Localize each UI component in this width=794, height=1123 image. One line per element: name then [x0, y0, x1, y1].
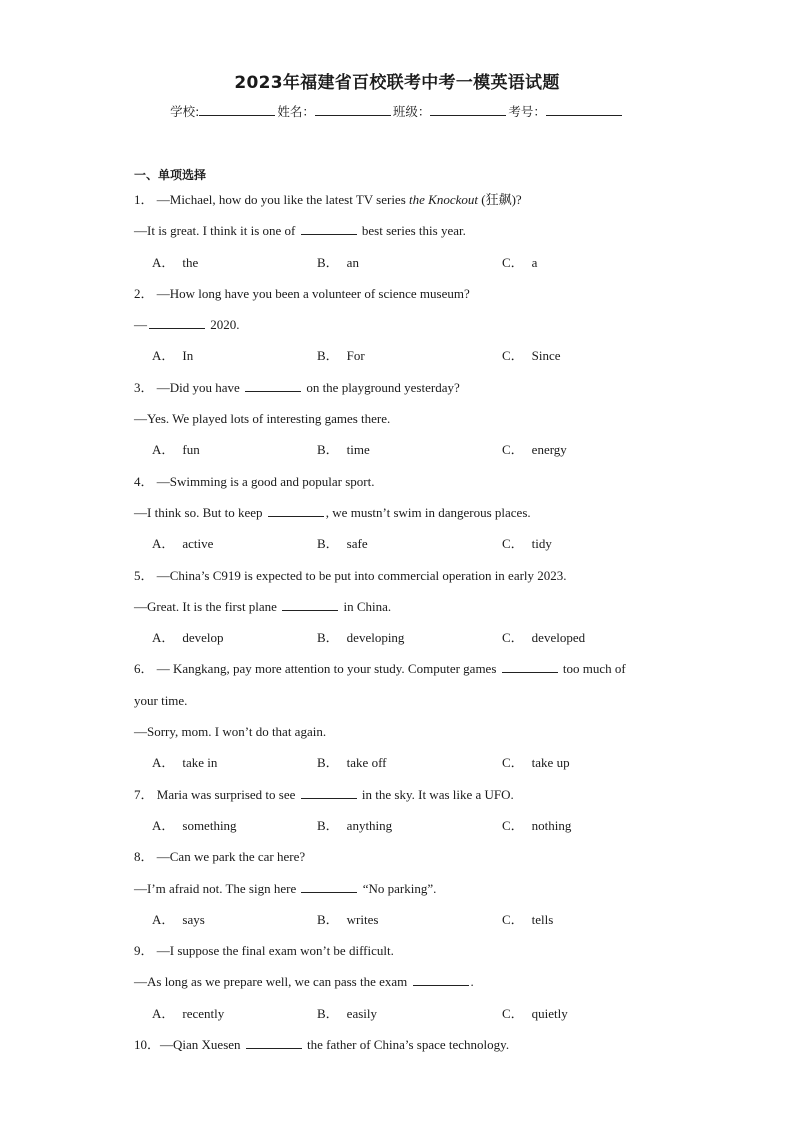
answer-blank: [246, 1037, 302, 1049]
question-number: 9．: [134, 943, 154, 959]
question-stem: [134, 941, 674, 972]
option-c[interactable]: C． take up: [502, 755, 570, 771]
question-stem: [134, 284, 674, 315]
option-a[interactable]: A． fun: [152, 442, 200, 458]
question-number: 1．: [134, 192, 154, 207]
option-row: [134, 753, 674, 784]
name-label: 姓名：: [277, 104, 315, 119]
student-info-row: [0, 102, 794, 120]
question-reply: [134, 972, 674, 1003]
option-row: [134, 346, 674, 377]
question-stem: [134, 566, 674, 597]
option-c[interactable]: C． tidy: [502, 536, 552, 552]
answer-blank: [301, 787, 357, 799]
option-c[interactable]: C． a: [502, 254, 538, 270]
stem-text: —Swimming is a good and popular sport.: [156, 473, 375, 489]
section-heading: 一、单项选择: [134, 168, 207, 182]
option-b[interactable]: B． easily: [317, 1005, 377, 1021]
stem-text: —Did you have: [156, 379, 244, 395]
stem-text: your time.: [134, 692, 188, 708]
stem-text: —China’s C919 is expected to be put into commercial operation in early 2023.: [156, 567, 567, 583]
stem-text: the father of China’s space technology.: [303, 1037, 510, 1053]
question-stem: [134, 847, 674, 878]
stem-text: —Can we park the car here?: [156, 849, 306, 865]
answer-blank: [502, 661, 558, 673]
question-number: 4．: [134, 473, 154, 489]
question-number: 8．: [134, 849, 154, 865]
option-row: [134, 1004, 674, 1035]
reply-text: .: [470, 974, 474, 990]
question-stem: [134, 659, 674, 690]
option-a[interactable]: A． develop: [152, 630, 224, 646]
option-row: [134, 534, 674, 565]
reply-text: best series this year.: [358, 223, 466, 239]
question-reply: [134, 597, 674, 628]
question-stem: [134, 190, 674, 221]
class-label: 班级：: [392, 104, 431, 119]
option-row: [134, 628, 674, 659]
answer-blank: [268, 505, 324, 517]
option-a[interactable]: A． the: [152, 254, 199, 270]
reply-text: —I’m afraid not. The sign here: [134, 880, 300, 896]
option-c[interactable]: C． tells: [502, 911, 554, 927]
answer-blank: [301, 881, 357, 893]
reply-text: “No parking”.: [359, 880, 437, 896]
question-reply: [134, 503, 674, 534]
stem-text: Maria was surprised to see: [156, 786, 299, 802]
reply-text: —Sorry, mom. I won’t do that again.: [134, 724, 327, 740]
page-title: 2023年福建省百校联考中考一模英语试题: [234, 73, 560, 93]
question-number: 6．: [134, 661, 154, 677]
option-c[interactable]: C． quietly: [502, 1005, 568, 1021]
reply-text: —Great. It is the first plane: [134, 598, 281, 614]
question-number: 7．: [134, 786, 154, 802]
answer-blank: [282, 599, 338, 611]
answer-blank: [149, 317, 205, 329]
question-stem: [134, 472, 674, 503]
reply-text: —I think so. But to keep: [134, 504, 266, 520]
reply-text: in China.: [340, 598, 392, 614]
stem-italic-text: the Knockout: [409, 192, 478, 207]
reply-text: 2020.: [207, 317, 240, 333]
answer-blank: [413, 974, 469, 986]
question-stem: [134, 378, 674, 409]
option-b[interactable]: B． time: [317, 442, 370, 458]
question-reply: [134, 221, 674, 252]
option-a[interactable]: A． In: [152, 348, 194, 364]
question-number: 5．: [134, 567, 154, 583]
stem-text: (狂飙)?: [477, 192, 522, 207]
question-reply: [134, 722, 674, 753]
option-b[interactable]: B． anything: [317, 817, 393, 833]
option-row: [134, 440, 674, 471]
answer-blank: [245, 380, 301, 392]
option-b[interactable]: B． developing: [317, 630, 405, 646]
stem-text: —Qian Xuesen: [160, 1037, 244, 1053]
reply-text: , we mustn’t swim in dangerous places.: [325, 504, 531, 520]
option-b[interactable]: B． an: [317, 254, 359, 270]
option-b[interactable]: B． take off: [317, 755, 387, 771]
question-reply: [134, 879, 674, 910]
reply-text: —Yes. We played lots of interesting games there.: [134, 411, 391, 427]
option-a[interactable]: A． active: [152, 536, 214, 552]
exam-number-label: 考号：: [508, 104, 546, 119]
option-a[interactable]: A． something: [152, 817, 237, 833]
question-stem: [134, 785, 674, 816]
exam-number-blank[interactable]: [546, 103, 622, 116]
stem-text: —I suppose the final exam won’t be difficult.: [156, 943, 394, 959]
reply-text: —It is great. I think it is one of: [134, 223, 299, 239]
option-row: [134, 910, 674, 941]
answer-blank: [301, 223, 357, 235]
option-a[interactable]: A． recently: [152, 1005, 225, 1021]
stem-text: — Kangkang, pay more attention to your study. Computer games: [156, 661, 500, 677]
stem-text: on the playground yesterday?: [303, 379, 460, 395]
option-a[interactable]: A． take in: [152, 755, 218, 771]
option-row: [134, 253, 674, 284]
option-b[interactable]: B． safe: [317, 536, 368, 552]
stem-text: —How long have you been a volunteer of science museum?: [156, 285, 470, 301]
stem-text: too much of: [559, 661, 626, 677]
reply-text: —: [134, 317, 147, 333]
option-c[interactable]: C． developed: [502, 630, 586, 646]
question-stem-continued: [134, 691, 674, 722]
reply-text: —As long as we prepare well, we can pass the exam: [134, 974, 411, 990]
question-reply: [134, 315, 674, 346]
question-number: 2．: [134, 285, 154, 301]
option-c[interactable]: C． Since: [502, 348, 561, 364]
option-row: [134, 816, 674, 847]
option-c[interactable]: C． nothing: [502, 817, 572, 833]
class-blank[interactable]: [430, 103, 506, 116]
stem-text: —Michael, how do you like the latest TV series: [156, 192, 410, 207]
question-number: 10．: [134, 1037, 161, 1053]
option-a[interactable]: A． says: [152, 911, 205, 927]
question-list: [134, 190, 674, 1066]
option-c[interactable]: C． energy: [502, 442, 567, 458]
school-label: 学校:: [170, 104, 200, 119]
option-b[interactable]: B． writes: [317, 911, 379, 927]
school-blank[interactable]: [199, 103, 275, 116]
name-blank[interactable]: [315, 103, 391, 116]
question-number: 3．: [134, 379, 154, 395]
question-reply: [134, 409, 674, 440]
stem-text: in the sky. It was like a UFO.: [358, 786, 514, 802]
option-b[interactable]: B． For: [317, 348, 365, 364]
question-stem: [134, 1035, 674, 1066]
